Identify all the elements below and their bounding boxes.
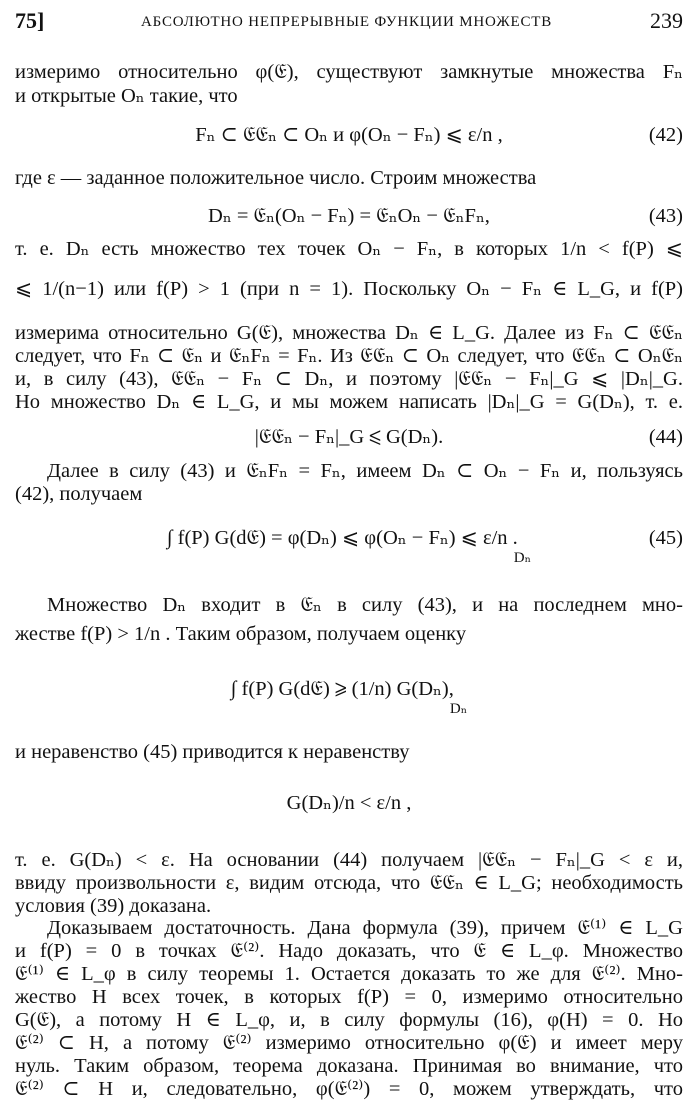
text-line: измерима относительно G(𝔈), множества Dₙ ∈ L_G. Далее из Fₙ ⊂ 𝔈𝔈ₙ [15, 322, 683, 344]
display-equation [15, 424, 683, 450]
text-line: и, в силу (43), 𝔈𝔈ₙ − Fₙ ⊂ Dₙ, и поэтому |𝔈𝔈ₙ − Fₙ|_G ⩽ |Dₙ|_G. [15, 368, 683, 390]
display-equation [15, 122, 683, 148]
integral-domain: Dₙ [449, 701, 468, 717]
equation-text: ∫ f(P) G(d𝔈) = φ(Dₙ) ⩽ φ(Oₙ − Fₙ) ⩽ ε/n . [166, 527, 518, 549]
integral-domain: Dₙ [513, 550, 532, 566]
text-line: 𝔈⁽¹⁾ ∈ L_φ в силу теоремы 1. Остается доказать то же для 𝔈⁽²⁾. Мно- [15, 963, 683, 985]
display-equation [15, 790, 683, 816]
running-header [15, 6, 683, 40]
equation-text: Fₙ ⊂ 𝔈𝔈ₙ ⊂ Oₙ и φ(Oₙ − Fₙ) ⩽ ε/n , [195, 124, 503, 146]
equation-text: ∫ f(P) G(d𝔈) ⩾ (1/n) G(Dₙ), [230, 678, 454, 700]
text-line: и открытые Oₙ такие, что [15, 85, 238, 107]
text-line: и f(P) = 0 в точках 𝔈⁽²⁾. Надо доказать, что 𝔈 ∈ L_φ. Множество [15, 940, 683, 962]
equation-number: (42) [648, 124, 683, 146]
text-line: 𝔈⁽²⁾ ⊂ H и, следовательно, φ(𝔈⁽²⁾) = 0, можем утверждать, что [15, 1078, 683, 1100]
text-line: жество H всех точек, в которых f(P) = 0, измеримо относительно [15, 986, 683, 1008]
equation-number: (44) [648, 426, 683, 448]
equation-text: |𝔈𝔈ₙ − Fₙ|_G ⩽ G(Dₙ). [254, 426, 444, 448]
text-line: (42), получаем [15, 483, 143, 505]
text-line: G(𝔈), а потому H ∈ L_φ, и, в силу формулы (16), φ(H) = 0. Но [15, 1009, 683, 1031]
text-line: Доказываем достаточность. Дана формула (39), причем 𝔈⁽¹⁾ ∈ L_G [47, 917, 683, 939]
text-line: нуль. Таким образом, теорема доказана. Принимая во внимание, что [15, 1055, 683, 1077]
text-line: Но множество Dₙ ∈ L_G, и мы можем написать |Dₙ|_G = G(Dₙ), т. е. [15, 391, 683, 413]
display-equation [15, 676, 683, 717]
text-line: измеримо относительно φ(𝔈), существуют замкнутые множества Fₙ [15, 61, 683, 83]
display-equation [15, 525, 683, 566]
text-line: условия (39) доказана. [15, 895, 212, 917]
text-line: следует, что Fₙ ⊂ 𝔈ₙ и 𝔈ₙFₙ = Fₙ. Из 𝔈𝔈ₙ ⊂ Oₙ следует, что 𝔈𝔈ₙ ⊂ Oₙ𝔈ₙ [15, 345, 683, 367]
equation-number: (43) [648, 205, 683, 227]
text-line: Множество Dₙ входит в 𝔈ₙ в силу (43), и на последнем мно- [47, 594, 683, 616]
text-line: Далее в силу (43) и 𝔈ₙFₙ = Fₙ, имеем Dₙ ⊂ Oₙ − Fₙ и, пользуясь [47, 460, 683, 482]
text-line: 𝔈⁽²⁾ ⊂ H, а потому 𝔈⁽²⁾ измеримо относительно φ(𝔈) и имеет меру [15, 1032, 683, 1054]
section-number: 75] [15, 8, 45, 33]
page-number: 239 [650, 8, 683, 33]
equation-text: G(Dₙ)/n < ε/n , [286, 792, 412, 814]
text-line: где ε — заданное положительное число. Строим множества [15, 167, 537, 189]
running-title: АБСОЛЮТНО НЕПРЕРЫВНЫЕ ФУНКЦИИ МНОЖЕСТВ [141, 14, 553, 30]
text-line: ввиду произвольности ε, видим отсюда, что 𝔈𝔈ₙ ∈ L_G; необходимость [15, 872, 683, 894]
book-page [15, 6, 683, 1100]
text-line: т. е. G(Dₙ) < ε. На основании (44) получаем |𝔈𝔈ₙ − Fₙ|_G < ε и, [15, 849, 683, 871]
text-line: т. е. Dₙ есть множество тех точек Oₙ − Fₙ, в которых 1/n < f(P) ⩽ [15, 238, 683, 260]
equation-number: (45) [648, 527, 683, 549]
equation-text: Dₙ = 𝔈ₙ(Oₙ − Fₙ) = 𝔈ₙOₙ − 𝔈ₙFₙ, [208, 205, 490, 227]
text-line: ⩽ 1/(n−1) или f(P) > 1 (при n = 1). Поскольку Oₙ − Fₙ ∈ L_G, и f(P) [15, 278, 683, 300]
display-equation [15, 203, 683, 229]
text-line: и неравенство (45) приводится к неравенству [15, 741, 410, 763]
text-line: жестве f(P) > 1/n . Таким образом, получаем оценку [15, 623, 467, 645]
